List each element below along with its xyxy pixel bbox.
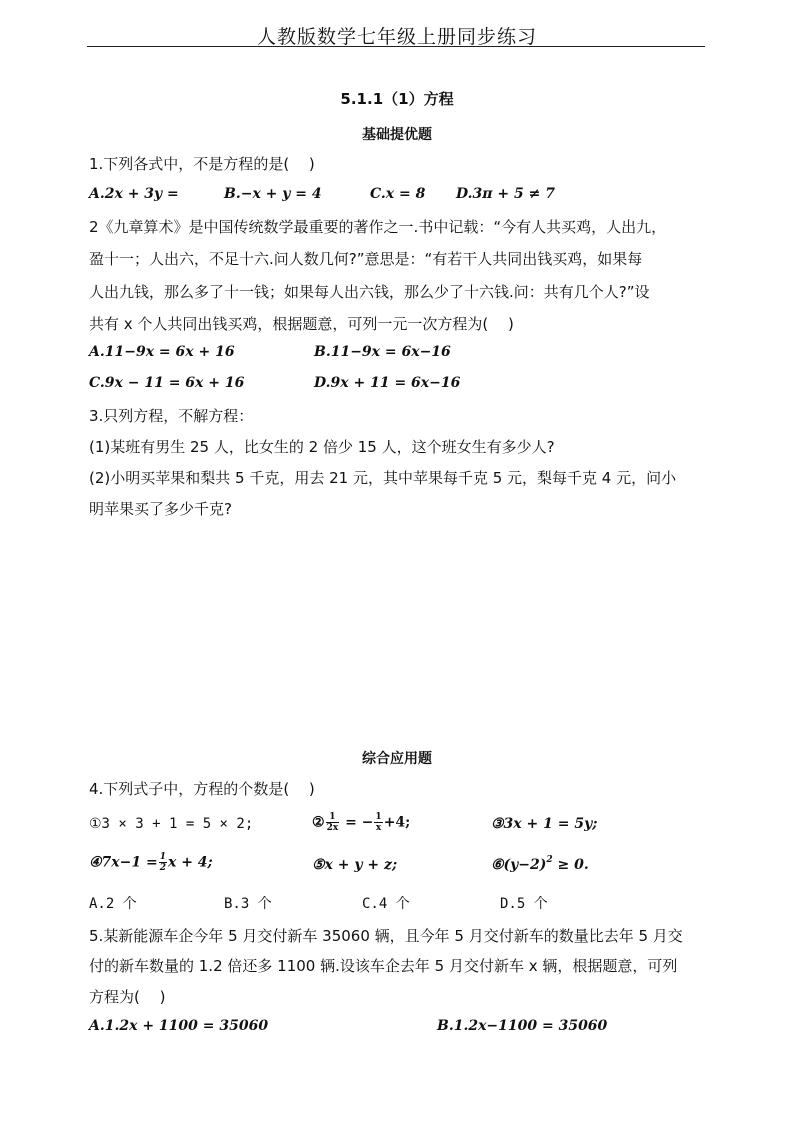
fraction: $\frac{1}{2x}$ bbox=[326, 812, 339, 833]
q3-part-1: (1)某班有男生 25 人，比女生的 2 倍少 15 人，这个班女生有多少人? bbox=[89, 438, 555, 456]
q4-item-1: ①3 × 3 + 1 = 5 × 2; bbox=[89, 816, 254, 832]
q2-option-d: D.9x + 11 = 6x−16 bbox=[314, 375, 461, 391]
header-rule bbox=[87, 46, 705, 47]
q2-line: 共有 x 个人共同出钱买鸡，根据题意，可列一元一次方程为( ) bbox=[89, 315, 514, 333]
fraction: $\frac{1}{x}$ bbox=[375, 812, 382, 833]
q2-line: 2《九章算术》是中国传统数学最重要的著作之一.书中记载：“今有人共买鸡，人出九， bbox=[89, 218, 667, 236]
q4-item-5: ⑤x + y + z; bbox=[312, 857, 398, 873]
q4-option-b: B.3 个 bbox=[224, 896, 272, 912]
q4-option-d: D.5 个 bbox=[500, 896, 548, 912]
q1-option-c: C.x = 8 bbox=[370, 186, 426, 202]
q1-option-a: A.2x + 3y = bbox=[89, 186, 179, 202]
q5-line: 方程为( ) bbox=[89, 988, 166, 1006]
q4-option-c: C.4 个 bbox=[362, 896, 410, 912]
q4-item-3: ③3x + 1 = 5y; bbox=[491, 816, 598, 832]
q3-stem: 3.只列方程，不解方程： bbox=[89, 407, 254, 425]
q4-item-4: ④7x−1 = $\frac{1}{2}$ x + 4; bbox=[89, 852, 213, 873]
q4-option-a: A.2 个 bbox=[89, 896, 137, 912]
fraction: $\frac{1}{2}$ bbox=[159, 852, 166, 873]
q5-option-a: A.1.2x + 1100 = 35060 bbox=[89, 1018, 269, 1034]
q2-line: 人出九钱，那么多了十一钱；如果每人出六钱，那么少了十六钱.问：共有几个人?”设 bbox=[89, 283, 650, 301]
q2-option-c: C.9x − 11 = 6x + 16 bbox=[89, 375, 245, 391]
q4-stem: 4.下列式子中，方程的个数是( ) bbox=[89, 780, 315, 798]
q5-line: 5.某新能源车企今年 5 月交付新车 35060 辆，且今年 5 月交付新车的数量比去年 5 月交 bbox=[89, 927, 683, 945]
q3-part-2-line: 明苹果买了多少千克? bbox=[89, 500, 232, 518]
page-header: 人教版数学七年级上册同步练习 bbox=[256, 26, 537, 48]
q4-item-2-marker: ② bbox=[312, 814, 325, 831]
q5-option-b: B.1.2x−1100 = 35060 bbox=[437, 1018, 608, 1034]
q2-option-b: B.11−9x = 6x−16 bbox=[314, 344, 451, 360]
q1-option-d: D.3π + 5 ≠ 7 bbox=[456, 186, 555, 202]
q1-stem: 1.下列各式中，不是方程的是( ) bbox=[89, 155, 315, 173]
lesson-title: 5.1.1（1）方程 bbox=[340, 90, 454, 108]
section-comprehensive: 综合应用题 bbox=[362, 751, 432, 767]
q2-option-a: A.11−9x = 6x + 16 bbox=[89, 344, 235, 360]
section-basic: 基础提优题 bbox=[362, 127, 432, 143]
q2-line: 盈十一；人出六，不足十六.问人数几何?”意思是：“有若干人共同出钱买鸡，如果每 bbox=[89, 250, 643, 268]
q1-option-b: B.−x + y = 4 bbox=[224, 186, 322, 202]
q5-line: 付的新车数量的 1.2 倍还多 1100 辆.设该车企去年 5 月交付新车 x 辆，根据题意，可列 bbox=[89, 957, 678, 975]
q4-item-6: $⑥(y-2)^2 \ge 0$. bbox=[491, 855, 589, 873]
q4-item-2: ② $\frac{1}{2x}$ = − $\frac{1}{x}$ +4; bbox=[312, 812, 411, 833]
q3-part-2-line: (2)小明买苹果和梨共 5 千克，用去 21 元，其中苹果每千克 5 元，梨每千克 4 元，问小 bbox=[89, 469, 677, 487]
